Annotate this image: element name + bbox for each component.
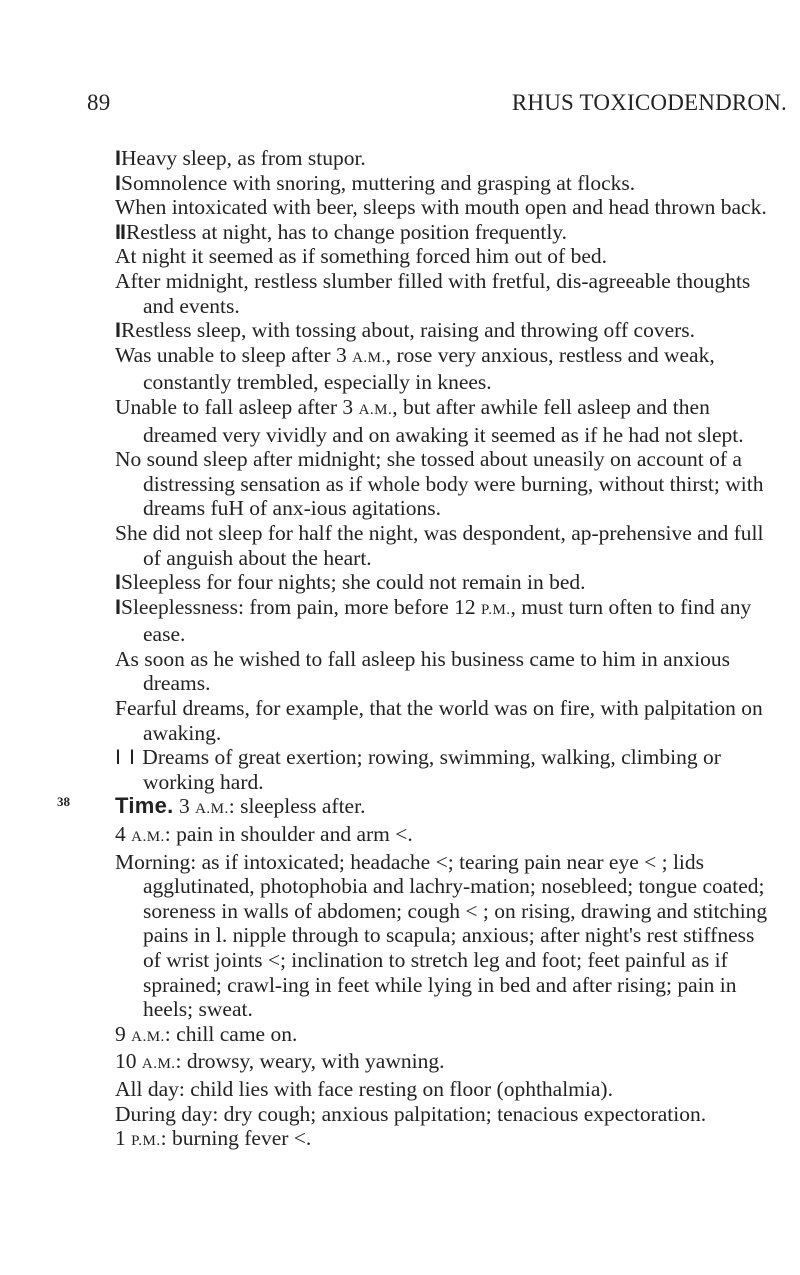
page-header xyxy=(87,90,787,124)
emphasis-mark: I xyxy=(115,170,120,195)
entry: 1 P.M.: burning fever <. xyxy=(115,1126,312,1151)
entry: When intoxicated with beer, sleeps with mouth open and head thrown back. xyxy=(115,195,767,220)
entry: She did not sleep for half the night, was despondent, ap-prehensive and full of anguish about the heart. xyxy=(115,520,764,570)
emphasis-mark: I xyxy=(115,318,120,343)
entry: IIRestless at night, has to change position frequently. xyxy=(115,219,568,244)
entry: 10 A.M.: drowsy, weary, with yawning. xyxy=(115,1049,445,1074)
entry: As soon as he wished to fall asleep his business came to him in anxious dreams. xyxy=(115,646,731,696)
page-number: 89 xyxy=(87,90,111,115)
section-label: Time. xyxy=(115,793,174,819)
running-title: RHUS TOXICODENDRON. xyxy=(511,90,787,115)
entry: After midnight, restless slumber filled with fretful, dis-agreeable thoughts and events. xyxy=(115,268,751,318)
body-text xyxy=(57,146,775,1154)
emphasis-mark: II xyxy=(115,219,125,244)
emphasis-mark: I xyxy=(115,594,120,619)
entry: IRestless sleep, with tossing about, raising and throwing off covers. xyxy=(115,318,696,343)
entry: No sound sleep after midnight; she tossed about uneasily on account of a distressing sensation as if whole body were burning, without thirst; with dreams fuH of anx-ious agitations. xyxy=(115,447,764,521)
entry: Morning: as if intoxicated; headache <; tearing pain near eye < ; lids agglutinated, photophobia and lachry-mation; nosebleed; tongue coated; soreness in walls of abdomen; cough < ; on rising, drawing and stitching pains in l. nipple through to scapula; anxious; after night's rest stiffness of wrist joints <; inclination to stretch leg and foot; feet painful as if sprained; crawl-ing in feet while lying in bed and after rising; pain in heels; sweat. xyxy=(115,849,768,1022)
entry: 4 A.M.: pain in shoulder and arm <. xyxy=(115,822,413,847)
entry: ISomnolence with snoring, muttering and grasping at flocks. xyxy=(115,170,636,195)
emphasis-mark: I xyxy=(115,570,120,595)
entry: Was unable to sleep after 3 A.M., rose very anxious, restless and weak, constantly trembled, especially in knees. xyxy=(115,342,715,395)
entry: Fearful dreams, for example, that the world was on fire, with palpitation on awaking. xyxy=(115,696,763,745)
entry: All day: child lies with face resting on floor (ophthalmia). xyxy=(115,1076,613,1101)
entry: 9 A.M.: chill came on. xyxy=(115,1021,298,1046)
entry: IHeavy sleep, as from stupor. xyxy=(115,146,366,170)
entry: During day: dry cough; anxious palpitation; tenacious expectoration. xyxy=(115,1101,707,1126)
emphasis-mark: I xyxy=(115,146,120,170)
entry: At night it seemed as if something forced him out of bed. xyxy=(115,244,608,269)
entry: I I Dreams of great exertion; rowing, swimming, walking, climbing or working hard. xyxy=(115,745,721,794)
time-heading: 38 Time. 3 A.M.: sleepless after. xyxy=(57,793,366,819)
entry: ISleeplessness: from pain, more before 12 P.M., must turn often to find any ease. xyxy=(115,594,752,647)
entry: Unable to fall asleep after 3 A.M., but after awhile fell asleep and then dreamed very vividly and on awaking it seemed as if he had not slept. xyxy=(115,394,744,447)
emphasis-mark: I I xyxy=(115,745,136,770)
entry: ISleepless for four nights; she could not remain in bed. xyxy=(115,570,586,595)
